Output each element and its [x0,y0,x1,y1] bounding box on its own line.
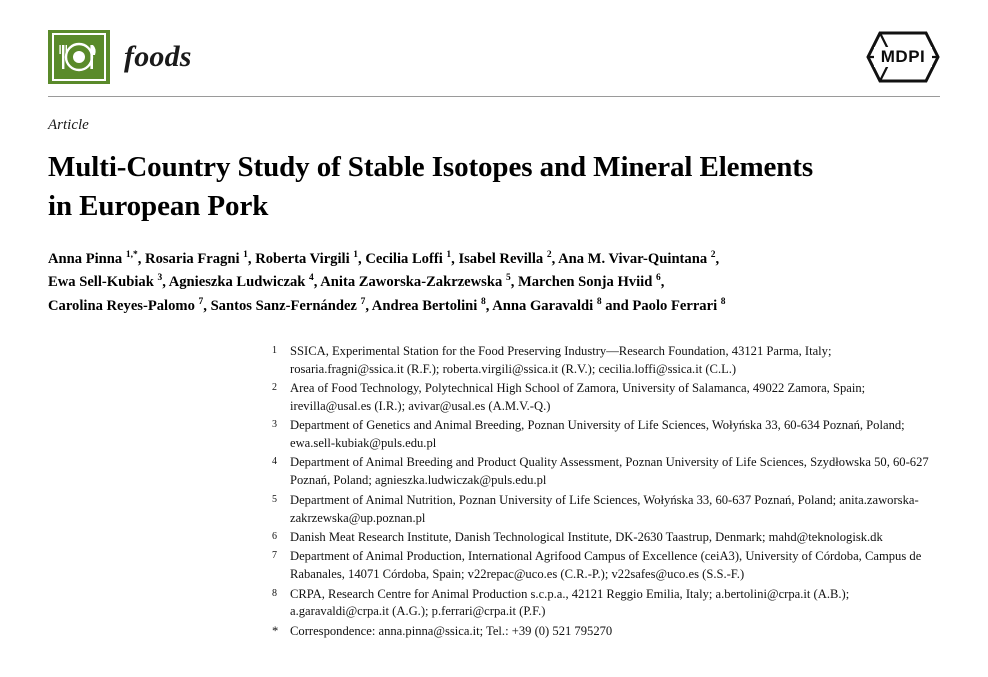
affiliation-text: SSICA, Experimental Station for the Food Preserving Industry—Research Foundation, 43121 Parma, Italy; rosaria.fragni@ssica.it (R.F.); roberta.virgili@ssica.it (R.V.); cecilia.loffi@ssica.it (C.L.) [290,343,832,376]
journal-title: foods [124,40,192,73]
affiliation-text: Department of Animal Breeding and Product Quality Assessment, Poznan University of Life Sciences, Szydłowska 50, 60-627 Poznań, Poland; agnieszka.ludwiczak@puls.edu.pl [290,455,929,488]
affiliation-item [272,454,940,490]
correspondence-text: Correspondence: anna.pinna@ssica.it; Tel.: +39 (0) 521 795270 [290,623,613,638]
affiliation-marker: 2 [272,381,277,393]
affiliation-item [272,343,940,379]
affiliation-item [272,380,940,416]
affiliation-marker: 5 [272,493,277,505]
author-line: Anna Pinna $^{1,*}$, Rosaria Fragni $^1$, Roberta Virgili $^1$, Cecilia Loffi $^1$, Isabel Revilla $^2$, Ana M. Vivar-Quintana $^2$, [48,249,720,267]
affiliation-text: Danish Meat Research Institute, Danish Technological Institute, DK-2630 Taastrup, Denmark; mahd@teknologisk.dk [290,529,883,544]
author-list [48,248,928,319]
affiliation-item [272,548,940,584]
article-type-label: Article [48,117,89,133]
affiliation-marker: 3 [272,419,277,431]
correspondence-marker: * [272,623,279,638]
affiliation-text: Department of Animal Nutrition, Poznan University of Life Sciences, Wołyńska 33, 60-637 Poznań, Poland; anita.zaworska-zakrzewska@up.poznan.pl [290,492,919,525]
plate-fork-knife-icon [48,30,110,84]
author-line: Ewa Sell-Kubiak $^3$, Agnieszka Ludwiczak $^4$, Anita Zaworska-Zakrzewska $^5$, Marchen Sonja Hviid $^6$, [48,273,665,291]
affiliation-marker: 8 [272,587,277,599]
author-line: Carolina Reyes-Palomo $^7$, Santos Sanz-Fernández $^7$, Andrea Bertolini $^8$, Anna Garavaldi $^8$ and Paolo Ferrari $^8$ [48,297,726,314]
affiliation-item [272,492,940,528]
affiliation-item [272,586,940,622]
affiliation-text: Department of Animal Production, International Agrifood Campus of Excellence (ceiA3), University of Córdoba, Campus de Rabanales, 14071 Córdoba, Spain; v22repac@uco.es (C.R.-P.); v22safes@uco.es (S.S.-F.) [290,549,922,582]
publisher-name: MDPI [880,47,926,66]
affiliation-marker: 7 [272,550,277,562]
header-divider [48,96,940,97]
journal-branding[interactable] [48,30,192,84]
affiliation-item [272,417,940,453]
page-title: Multi-Country Study of Stable Isotopes and Mineral Elements in European Pork [48,151,814,222]
correspondence-item [272,623,940,641]
mdpi-hexagon-icon[interactable] [866,31,940,83]
affiliation-text: Department of Genetics and Animal Breeding, Poznan University of Life Sciences, Wołyńska 33, 60-634 Poznań, Poland; ewa.sell-kubiak@puls.edu.pl [290,418,905,451]
affiliation-text: Area of Food Technology, Polytechnical High School of Zamora, University of Salamanca, 49022 Zamora, Spain; irevilla@usal.es (I.R.); avivar@usal.es (A.M.V.-Q.) [290,380,866,413]
affiliation-text: CRPA, Research Centre for Animal Production s.c.p.a., 42121 Reggio Emilia, Italy; a.bertolini@crpa.it (A.B.); a.garavaldi@crpa.it (A.G.); p.ferrari@crpa.it (P.F.) [290,586,850,619]
affiliation-marker: 4 [272,456,277,468]
affiliation-item [272,529,940,547]
affiliation-list [272,343,940,641]
affiliation-marker: 6 [272,530,277,542]
masthead [48,0,940,76]
affiliation-marker: 1 [272,344,277,356]
